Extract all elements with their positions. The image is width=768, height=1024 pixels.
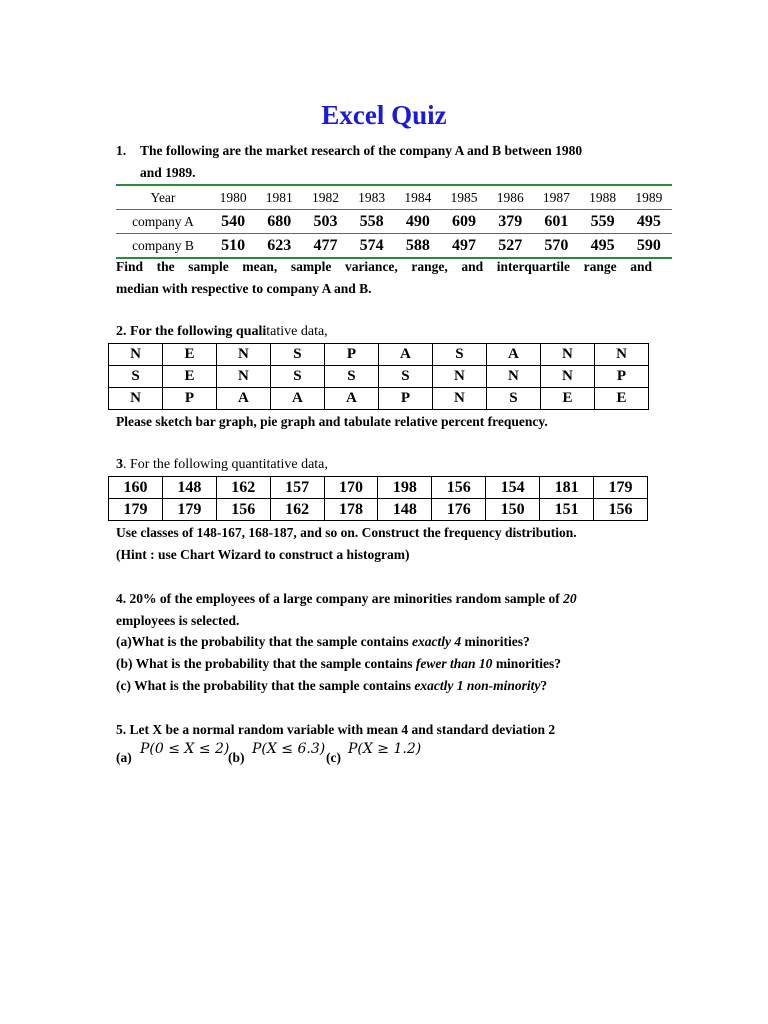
- q3-cell: 148: [162, 477, 216, 499]
- q2-cell: E: [163, 344, 217, 366]
- q2-cell: P: [324, 344, 378, 366]
- q3-grid-row: [109, 477, 648, 499]
- q1-cell: 558: [349, 210, 395, 234]
- q1-year: 1986: [487, 185, 533, 210]
- q1-instruction-line1: Find the sample mean, sample variance, range, and interquartile range and: [116, 259, 652, 274]
- q2-cell: P: [163, 388, 217, 410]
- q1-cell: 477: [302, 234, 348, 259]
- q1-cell: 680: [256, 210, 302, 234]
- q1-cell: 490: [395, 210, 441, 234]
- q2-cell: S: [486, 388, 540, 410]
- q1-header-row: [116, 185, 672, 210]
- q1-year: 1984: [395, 185, 441, 210]
- q1-row-company-b: [116, 234, 672, 259]
- q3-cell: 156: [594, 499, 648, 521]
- q5-line1: 5. Let X be a normal random variable with mean 4 and standard deviation 2: [116, 722, 556, 737]
- q1-cell: 540: [210, 210, 256, 234]
- q1-header-label: Year: [116, 185, 210, 210]
- q3-instruction-line2: (Hint : use Chart Wizard to construct a histogram): [116, 547, 410, 562]
- q3-grid: [108, 476, 648, 521]
- q3-cell: 148: [378, 499, 432, 521]
- q1-year: 1987: [533, 185, 579, 210]
- q1-year: 1982: [302, 185, 348, 210]
- q2-cell: A: [270, 388, 324, 410]
- q2-cell: N: [216, 344, 270, 366]
- q3-cell: 154: [486, 477, 540, 499]
- q4-a-text: (a)What is the probability that the sample contains: [116, 634, 413, 649]
- page-title: Excel Quiz: [321, 100, 447, 130]
- q2-cell: N: [432, 366, 486, 388]
- q5-a-label: (a): [116, 750, 132, 765]
- q2-cell: N: [432, 388, 486, 410]
- q2-cell: N: [109, 388, 163, 410]
- q2-cell: A: [378, 344, 432, 366]
- q1-cell: 503: [302, 210, 348, 234]
- q3-cell: 162: [270, 499, 324, 521]
- q2-cell: S: [109, 366, 163, 388]
- q3-cell: 162: [216, 477, 270, 499]
- q1-table: [116, 184, 672, 259]
- q3-heading-bold: 3: [116, 457, 123, 472]
- q1-cell: 495: [580, 234, 626, 259]
- q5-c-label: (c): [326, 750, 341, 765]
- q1-cell: 609: [441, 210, 487, 234]
- q1-cell: 379: [487, 210, 533, 234]
- q4-c-italic: exactly 1 non-minority: [414, 678, 541, 693]
- q4-part-b: [116, 656, 561, 672]
- q3-instruction-line1: Use classes of 148-167, 168-187, and so on. Construct the frequency distribution.: [116, 525, 577, 540]
- q2-grid-row: [109, 344, 649, 366]
- q3-cell: 179: [109, 499, 163, 521]
- q4-part-c: [116, 678, 547, 694]
- q1-cell: 495: [626, 210, 672, 234]
- q1-text-line1: The following are the market research of the company A and B between 1980: [140, 143, 583, 158]
- q1-cell: 570: [533, 234, 579, 259]
- q3-grid-row: [109, 499, 648, 521]
- q2-cell: S: [270, 366, 324, 388]
- q1-year: 1985: [441, 185, 487, 210]
- q1-row-label: company B: [116, 234, 210, 259]
- q3-cell: 170: [324, 477, 378, 499]
- q1-cell: 588: [395, 234, 441, 259]
- q1-year: 1981: [256, 185, 302, 210]
- q2-grid-row: [109, 388, 649, 410]
- q4-b-text: (b) What is the probability that the sample contains: [116, 656, 416, 671]
- q2-heading: [116, 324, 328, 340]
- q2-heading-rest: tative data,: [266, 324, 328, 339]
- q4-part-a: [116, 634, 530, 650]
- q4-c-text: (c) What is the probability that the sample contains: [116, 678, 415, 693]
- q4-line1: [116, 591, 577, 607]
- q4-b-italic: fewer than 10: [415, 656, 493, 671]
- q2-cell: N: [540, 344, 594, 366]
- q2-heading-bold: 2. For the following quali: [116, 324, 267, 339]
- q2-cell: S: [324, 366, 378, 388]
- q2-cell: N: [216, 366, 270, 388]
- q1-year: 1980: [210, 185, 256, 210]
- q2-cell: E: [594, 388, 648, 410]
- q3-cell: 198: [378, 477, 432, 499]
- q3-cell: 156: [216, 499, 270, 521]
- q2-cell: S: [270, 344, 324, 366]
- q2-cell: S: [378, 366, 432, 388]
- q1-row-label: company A: [116, 210, 210, 234]
- q4-b-post: minorities?: [492, 656, 562, 671]
- q1-row-company-a: [116, 210, 672, 234]
- q5-c-expression: P(X ≥ 1.2): [348, 741, 422, 757]
- q1-cell: 623: [256, 234, 302, 259]
- q2-instruction: Please sketch bar graph, pie graph and tabulate relative percent frequency.: [116, 414, 548, 429]
- q2-cell: P: [594, 366, 648, 388]
- q2-grid-row: [109, 366, 649, 388]
- q5-a-expression: P(0 ≤ X ≤ 2): [140, 741, 230, 757]
- q4-line1-italic: 20: [563, 591, 577, 606]
- q3-cell: 179: [162, 499, 216, 521]
- q2-cell: A: [324, 388, 378, 410]
- q3-cell: 176: [432, 499, 486, 521]
- q5-b-label: (b): [228, 750, 245, 765]
- q1-number: 1.: [116, 143, 127, 158]
- q2-grid: [108, 343, 649, 410]
- q1-cell: 510: [210, 234, 256, 259]
- q4-a-italic: exactly 4: [412, 634, 462, 649]
- q3-cell: 178: [324, 499, 378, 521]
- q2-cell: S: [432, 344, 486, 366]
- q2-cell: P: [378, 388, 432, 410]
- q3-cell: 157: [270, 477, 324, 499]
- q3-heading-rest: . For the following quantitative data,: [123, 457, 328, 472]
- q1-cell: 590: [626, 234, 672, 259]
- q3-cell: 160: [109, 477, 163, 499]
- q2-cell: A: [486, 344, 540, 366]
- q5-b-expression: P(X ≤ 6.3): [252, 741, 326, 757]
- q4-line2: employees is selected.: [116, 613, 240, 628]
- q3-cell: 181: [540, 477, 594, 499]
- q1-year: 1983: [349, 185, 395, 210]
- q2-cell: N: [594, 344, 648, 366]
- q3-cell: 156: [432, 477, 486, 499]
- q1-cell: 574: [349, 234, 395, 259]
- q2-cell: E: [540, 388, 594, 410]
- q4-line1-text: 4. 20% of the employees of a large company are minorities random sample of: [116, 591, 564, 606]
- q1-cell: 559: [580, 210, 626, 234]
- q3-cell: 179: [594, 477, 648, 499]
- q2-cell: N: [486, 366, 540, 388]
- q1-cell: 527: [487, 234, 533, 259]
- q3-cell: 151: [540, 499, 594, 521]
- q1-cell: 497: [441, 234, 487, 259]
- q1-year: 1988: [580, 185, 626, 210]
- q1-year: 1989: [626, 185, 672, 210]
- q2-cell: N: [540, 366, 594, 388]
- q3-cell: 150: [486, 499, 540, 521]
- q4-a-post: minorities?: [461, 634, 530, 649]
- q1-instruction-line2: median with respective to company A and B.: [116, 281, 372, 296]
- q4-c-post: ?: [540, 678, 548, 693]
- q1-cell: 601: [533, 210, 579, 234]
- q2-cell: A: [216, 388, 270, 410]
- q2-cell: E: [163, 366, 217, 388]
- q2-cell: N: [109, 344, 163, 366]
- q1-text-line2: and 1989.: [140, 165, 196, 180]
- q3-heading: [116, 457, 328, 473]
